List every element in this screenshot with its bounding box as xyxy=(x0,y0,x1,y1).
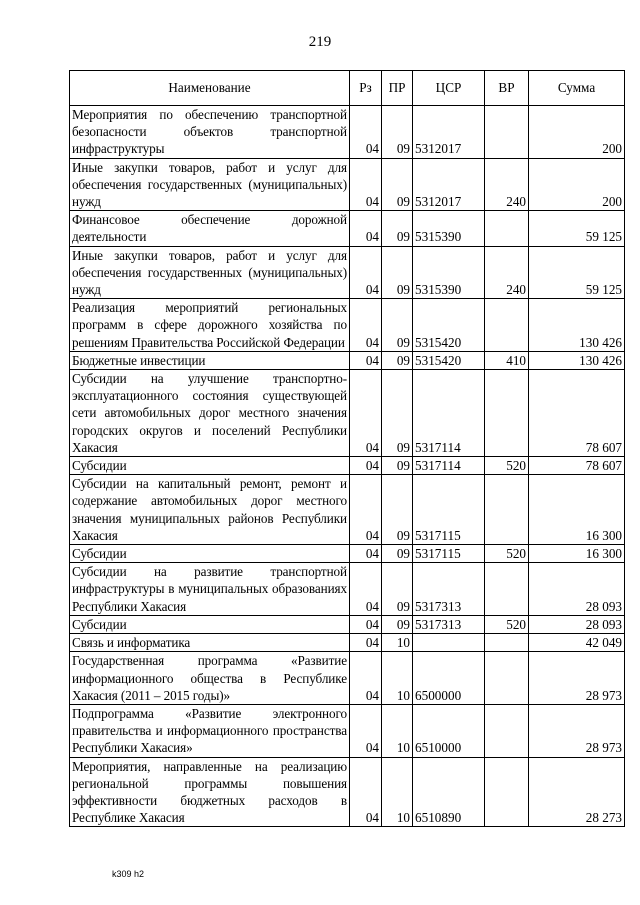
row-sum: 42 049 xyxy=(529,634,625,652)
row-rz: 04 xyxy=(350,351,382,369)
table-row xyxy=(70,158,625,211)
row-vr xyxy=(485,299,529,352)
row-rz: 04 xyxy=(350,563,382,616)
row-sum: 16 300 xyxy=(529,545,625,563)
row-rz: 04 xyxy=(350,457,382,475)
row-vr xyxy=(485,757,529,827)
row-csr: 5317115 xyxy=(413,475,485,545)
row-pr: 09 xyxy=(382,211,413,246)
row-pr: 09 xyxy=(382,615,413,633)
table-row xyxy=(70,457,625,475)
row-pr: 09 xyxy=(382,351,413,369)
row-sum: 130 426 xyxy=(529,351,625,369)
row-sum: 59 125 xyxy=(529,211,625,246)
row-rz: 04 xyxy=(350,545,382,563)
header-csr: ЦСР xyxy=(413,71,485,106)
row-csr: 5312017 xyxy=(413,158,485,211)
row-pr: 10 xyxy=(382,652,413,705)
row-name: Иные закупки товаров, работ и услуг для обеспечения государственных (муниципальных) нужд xyxy=(70,158,350,211)
row-rz: 04 xyxy=(350,615,382,633)
row-name: Финансовое обеспечение дорожной деятельности xyxy=(70,211,350,246)
row-vr: 410 xyxy=(485,351,529,369)
row-pr: 10 xyxy=(382,704,413,757)
row-csr: 5317114 xyxy=(413,457,485,475)
row-pr: 09 xyxy=(382,370,413,457)
row-vr xyxy=(485,211,529,246)
row-sum: 28 093 xyxy=(529,615,625,633)
header-vr: ВР xyxy=(485,71,529,106)
header-sum: Сумма xyxy=(529,71,625,106)
row-sum: 200 xyxy=(529,106,625,159)
row-csr: 5317313 xyxy=(413,615,485,633)
row-csr: 5317313 xyxy=(413,563,485,616)
row-vr xyxy=(485,370,529,457)
table-row xyxy=(70,106,625,159)
table-row xyxy=(70,545,625,563)
row-sum: 28 973 xyxy=(529,704,625,757)
row-sum: 78 607 xyxy=(529,370,625,457)
row-csr: 5315390 xyxy=(413,211,485,246)
row-pr: 09 xyxy=(382,299,413,352)
budget-table xyxy=(69,70,625,827)
row-rz: 04 xyxy=(350,370,382,457)
row-csr: 6500000 xyxy=(413,652,485,705)
row-vr xyxy=(485,475,529,545)
row-name: Связь и информатика xyxy=(70,634,350,652)
row-vr xyxy=(485,563,529,616)
row-pr: 09 xyxy=(382,563,413,616)
row-csr: 5317115 xyxy=(413,545,485,563)
row-name: Государственная программа «Развитие информационного общества в Республике Хакасия (2011 – 2015 годы)» xyxy=(70,652,350,705)
row-csr: 5317114 xyxy=(413,370,485,457)
row-rz: 04 xyxy=(350,106,382,159)
table-row xyxy=(70,246,625,299)
row-vr xyxy=(485,704,529,757)
row-vr: 520 xyxy=(485,457,529,475)
table-header-row xyxy=(70,71,625,106)
row-vr: 240 xyxy=(485,158,529,211)
row-vr: 520 xyxy=(485,545,529,563)
header-rz: Рз xyxy=(350,71,382,106)
row-name: Мероприятия по обеспечению транспортной безопасности объектов транспортной инфраструктуры xyxy=(70,106,350,159)
row-name: Субсидии на улучшение транспортно-эксплуатационного состояния существующей сети автомобильных дорог местного значения городских округов и поселений Республики Хакасия xyxy=(70,370,350,457)
row-sum: 16 300 xyxy=(529,475,625,545)
row-name: Подпрограмма «Развитие электронного правительства и информационного пространства Республики Хакасия» xyxy=(70,704,350,757)
row-pr: 09 xyxy=(382,106,413,159)
page-number: 219 xyxy=(308,34,332,50)
row-pr: 09 xyxy=(382,158,413,211)
row-sum: 59 125 xyxy=(529,246,625,299)
row-rz: 04 xyxy=(350,299,382,352)
row-vr: 240 xyxy=(485,246,529,299)
row-vr: 520 xyxy=(485,615,529,633)
row-vr xyxy=(485,652,529,705)
row-csr: 5315420 xyxy=(413,351,485,369)
row-csr: 5315420 xyxy=(413,299,485,352)
row-rz: 04 xyxy=(350,211,382,246)
table-row xyxy=(70,634,625,652)
row-csr: 5312017 xyxy=(413,106,485,159)
row-name: Субсидии на капитальный ремонт, ремонт и содержание автомобильных дорог местного значения муниципальных районов Республики Хакасия xyxy=(70,475,350,545)
row-name: Субсидии xyxy=(70,615,350,633)
table-row xyxy=(70,351,625,369)
row-sum: 28 273 xyxy=(529,757,625,827)
table-row xyxy=(70,652,625,705)
row-name: Субсидии xyxy=(70,545,350,563)
table-row xyxy=(70,704,625,757)
row-rz: 04 xyxy=(350,757,382,827)
row-sum: 200 xyxy=(529,158,625,211)
table-row xyxy=(70,370,625,457)
row-sum: 130 426 xyxy=(529,299,625,352)
row-rz: 04 xyxy=(350,475,382,545)
table-row xyxy=(70,563,625,616)
row-vr xyxy=(485,106,529,159)
table-row xyxy=(70,757,625,827)
row-sum: 28 093 xyxy=(529,563,625,616)
row-name: Бюджетные инвестиции xyxy=(70,351,350,369)
row-pr: 09 xyxy=(382,457,413,475)
row-name: Реализация мероприятий региональных программ в сфере дорожного хозяйства по решениям Правительства Российской Федерации xyxy=(70,299,350,352)
header-name: Наименование xyxy=(70,71,350,106)
row-pr: 09 xyxy=(382,246,413,299)
table-row xyxy=(70,615,625,633)
row-name: Субсидии xyxy=(70,457,350,475)
row-vr xyxy=(485,634,529,652)
row-pr: 09 xyxy=(382,545,413,563)
row-csr: 6510890 xyxy=(413,757,485,827)
table-row xyxy=(70,211,625,246)
header-pr: ПР xyxy=(382,71,413,106)
row-pr: 10 xyxy=(382,757,413,827)
row-sum: 28 973 xyxy=(529,652,625,705)
row-rz: 04 xyxy=(350,652,382,705)
row-name: Субсидии на развитие транспортной инфраструктуры в муниципальных образованиях Республики Хакасия xyxy=(70,563,350,616)
row-pr: 09 xyxy=(382,475,413,545)
row-rz: 04 xyxy=(350,704,382,757)
row-csr: 6510000 xyxy=(413,704,485,757)
row-pr: 10 xyxy=(382,634,413,652)
row-rz: 04 xyxy=(350,246,382,299)
row-csr xyxy=(413,634,485,652)
row-csr: 5315390 xyxy=(413,246,485,299)
row-sum: 78 607 xyxy=(529,457,625,475)
row-rz: 04 xyxy=(350,158,382,211)
row-name: Иные закупки товаров, работ и услуг для обеспечения государственных (муниципальных) нужд xyxy=(70,246,350,299)
table-row xyxy=(70,299,625,352)
row-name: Мероприятия, направленные на реализацию региональной программы повышения эффективности бюджетных расходов в Республике Хакасия xyxy=(70,757,350,827)
footer-code: k309 h2 xyxy=(112,869,145,879)
row-rz: 04 xyxy=(350,634,382,652)
table-row xyxy=(70,475,625,545)
